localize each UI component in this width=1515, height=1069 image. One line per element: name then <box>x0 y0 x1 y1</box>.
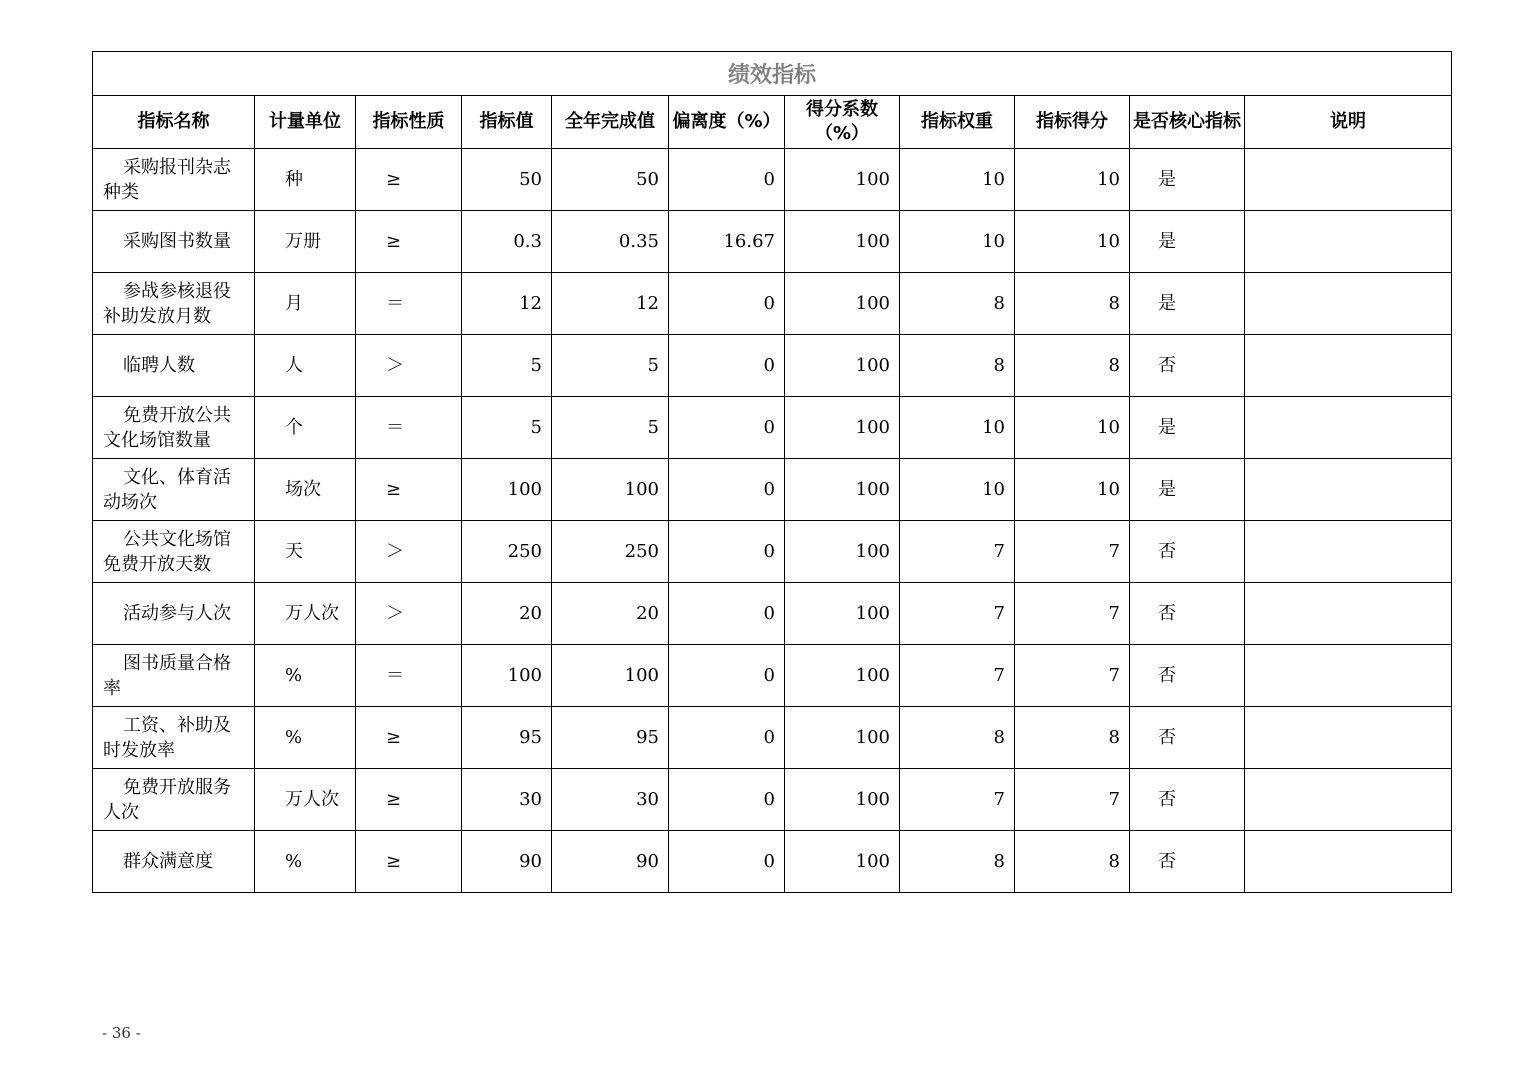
header-indicator-name: 指标名称 <box>93 96 255 149</box>
target-value-cell: 5 <box>462 397 552 459</box>
score-coefficient-cell: 100 <box>785 149 900 211</box>
note-cell <box>1245 645 1452 707</box>
actual-value-cell: 5 <box>552 397 669 459</box>
table-row <box>93 335 1452 397</box>
nature-cell: ≥ <box>356 211 462 273</box>
nature-cell: ≥ <box>356 459 462 521</box>
note-cell <box>1245 521 1452 583</box>
deviation-cell: 0 <box>669 521 785 583</box>
indicator-name-cell: 群众满意度 <box>93 831 255 893</box>
target-value-cell: 90 <box>462 831 552 893</box>
note-cell <box>1245 831 1452 893</box>
unit-cell: 天 <box>255 521 356 583</box>
deviation-cell: 0 <box>669 397 785 459</box>
is-core-cell: 否 <box>1130 335 1245 397</box>
header-is-core: 是否核心指标 <box>1130 96 1245 149</box>
nature-cell: ＝ <box>356 645 462 707</box>
unit-cell: % <box>255 645 356 707</box>
header-score-coefficient: 得分系数（%） <box>785 96 900 149</box>
actual-value-cell: 90 <box>552 831 669 893</box>
note-cell <box>1245 707 1452 769</box>
score-coefficient-cell: 100 <box>785 583 900 645</box>
deviation-cell: 0 <box>669 645 785 707</box>
is-core-cell: 否 <box>1130 583 1245 645</box>
score-coefficient-cell: 100 <box>785 831 900 893</box>
indicator-name-cell: 工资、补助及时发放率 <box>93 707 255 769</box>
deviation-cell: 0 <box>669 273 785 335</box>
note-cell <box>1245 769 1452 831</box>
target-value-cell: 250 <box>462 521 552 583</box>
target-value-cell: 50 <box>462 149 552 211</box>
actual-value-cell: 0.35 <box>552 211 669 273</box>
actual-value-cell: 50 <box>552 149 669 211</box>
indicator-name-cell: 参战参核退役补助发放月数 <box>93 273 255 335</box>
weight-cell: 10 <box>900 397 1015 459</box>
is-core-cell: 是 <box>1130 273 1245 335</box>
weight-cell: 7 <box>900 645 1015 707</box>
table-row <box>93 583 1452 645</box>
target-value-cell: 30 <box>462 769 552 831</box>
header-deviation: 偏离度（%） <box>669 96 785 149</box>
is-core-cell: 是 <box>1130 149 1245 211</box>
score-cell: 7 <box>1015 583 1130 645</box>
performance-indicators-table <box>92 51 1452 893</box>
score-coefficient-cell: 100 <box>785 521 900 583</box>
unit-cell: 人 <box>255 335 356 397</box>
weight-cell: 8 <box>900 273 1015 335</box>
is-core-cell: 是 <box>1130 211 1245 273</box>
deviation-cell: 0 <box>669 459 785 521</box>
indicator-name-cell: 免费开放公共文化场馆数量 <box>93 397 255 459</box>
unit-cell: % <box>255 707 356 769</box>
unit-cell: 万人次 <box>255 583 356 645</box>
indicator-name-cell: 活动参与人次 <box>93 583 255 645</box>
score-coefficient-cell: 100 <box>785 211 900 273</box>
deviation-cell: 0 <box>669 149 785 211</box>
indicator-name-cell: 采购报刊杂志种类 <box>93 149 255 211</box>
deviation-cell: 0 <box>669 769 785 831</box>
target-value-cell: 5 <box>462 335 552 397</box>
nature-cell: ＝ <box>356 273 462 335</box>
deviation-cell: 16.67 <box>669 211 785 273</box>
table-row <box>93 273 1452 335</box>
actual-value-cell: 100 <box>552 645 669 707</box>
nature-cell: ≥ <box>356 707 462 769</box>
score-cell: 8 <box>1015 273 1130 335</box>
nature-cell: ＞ <box>356 521 462 583</box>
score-coefficient-cell: 100 <box>785 273 900 335</box>
table-row <box>93 645 1452 707</box>
weight-cell: 10 <box>900 459 1015 521</box>
score-cell: 7 <box>1015 645 1130 707</box>
actual-value-cell: 30 <box>552 769 669 831</box>
indicator-name-cell: 免费开放服务人次 <box>93 769 255 831</box>
actual-value-cell: 250 <box>552 521 669 583</box>
header-note: 说明 <box>1245 96 1452 149</box>
indicator-name-cell: 图书质量合格率 <box>93 645 255 707</box>
note-cell <box>1245 211 1452 273</box>
nature-cell: ＝ <box>356 397 462 459</box>
nature-cell: ≥ <box>356 831 462 893</box>
actual-value-cell: 5 <box>552 335 669 397</box>
table-row <box>93 459 1452 521</box>
score-cell: 8 <box>1015 831 1130 893</box>
weight-cell: 7 <box>900 583 1015 645</box>
target-value-cell: 95 <box>462 707 552 769</box>
target-value-cell: 0.3 <box>462 211 552 273</box>
score-cell: 10 <box>1015 459 1130 521</box>
is-core-cell: 否 <box>1130 769 1245 831</box>
nature-cell: ＞ <box>356 335 462 397</box>
target-value-cell: 100 <box>462 459 552 521</box>
note-cell <box>1245 273 1452 335</box>
weight-cell: 7 <box>900 521 1015 583</box>
note-cell <box>1245 583 1452 645</box>
unit-cell: % <box>255 831 356 893</box>
unit-cell: 月 <box>255 273 356 335</box>
score-cell: 7 <box>1015 769 1130 831</box>
header-target: 指标值 <box>462 96 552 149</box>
note-cell <box>1245 335 1452 397</box>
indicator-name-cell: 文化、体育活动场次 <box>93 459 255 521</box>
note-cell <box>1245 397 1452 459</box>
table-row <box>93 769 1452 831</box>
indicator-name-cell: 临聘人数 <box>93 335 255 397</box>
score-coefficient-cell: 100 <box>785 707 900 769</box>
weight-cell: 8 <box>900 831 1015 893</box>
note-cell <box>1245 459 1452 521</box>
score-coefficient-cell: 100 <box>785 397 900 459</box>
table-body <box>93 149 1452 893</box>
weight-cell: 10 <box>900 149 1015 211</box>
nature-cell: ≥ <box>356 149 462 211</box>
score-coefficient-cell: 100 <box>785 645 900 707</box>
table-row <box>93 521 1452 583</box>
note-cell <box>1245 149 1452 211</box>
deviation-cell: 0 <box>669 583 785 645</box>
table-row <box>93 831 1452 893</box>
indicator-name-cell: 采购图书数量 <box>93 211 255 273</box>
header-row <box>93 96 1452 149</box>
unit-cell: 万册 <box>255 211 356 273</box>
table-title: 绩效指标 <box>93 52 1452 96</box>
is-core-cell: 否 <box>1130 831 1245 893</box>
header-score: 指标得分 <box>1015 96 1130 149</box>
is-core-cell: 是 <box>1130 397 1245 459</box>
is-core-cell: 否 <box>1130 707 1245 769</box>
deviation-cell: 0 <box>669 335 785 397</box>
is-core-cell: 否 <box>1130 521 1245 583</box>
deviation-cell: 0 <box>669 707 785 769</box>
score-cell: 7 <box>1015 521 1130 583</box>
nature-cell: ＞ <box>356 583 462 645</box>
target-value-cell: 20 <box>462 583 552 645</box>
score-cell: 10 <box>1015 211 1130 273</box>
header-nature: 指标性质 <box>356 96 462 149</box>
score-cell: 8 <box>1015 707 1130 769</box>
score-coefficient-cell: 100 <box>785 769 900 831</box>
unit-cell: 万人次 <box>255 769 356 831</box>
score-cell: 10 <box>1015 397 1130 459</box>
weight-cell: 10 <box>900 211 1015 273</box>
table-row <box>93 211 1452 273</box>
unit-cell: 种 <box>255 149 356 211</box>
deviation-cell: 0 <box>669 831 785 893</box>
weight-cell: 7 <box>900 769 1015 831</box>
table-row <box>93 707 1452 769</box>
actual-value-cell: 20 <box>552 583 669 645</box>
header-annual-actual: 全年完成值 <box>552 96 669 149</box>
table-row <box>93 149 1452 211</box>
unit-cell: 个 <box>255 397 356 459</box>
actual-value-cell: 12 <box>552 273 669 335</box>
weight-cell: 8 <box>900 707 1015 769</box>
page-number: - 36 - <box>102 1024 141 1042</box>
is-core-cell: 是 <box>1130 459 1245 521</box>
weight-cell: 8 <box>900 335 1015 397</box>
score-cell: 8 <box>1015 335 1130 397</box>
target-value-cell: 100 <box>462 645 552 707</box>
score-coefficient-cell: 100 <box>785 335 900 397</box>
header-unit: 计量单位 <box>255 96 356 149</box>
score-cell: 10 <box>1015 149 1130 211</box>
indicator-name-cell: 公共文化场馆免费开放天数 <box>93 521 255 583</box>
actual-value-cell: 100 <box>552 459 669 521</box>
is-core-cell: 否 <box>1130 645 1245 707</box>
actual-value-cell: 95 <box>552 707 669 769</box>
unit-cell: 场次 <box>255 459 356 521</box>
target-value-cell: 12 <box>462 273 552 335</box>
table-row <box>93 397 1452 459</box>
header-weight: 指标权重 <box>900 96 1015 149</box>
score-coefficient-cell: 100 <box>785 459 900 521</box>
nature-cell: ≥ <box>356 769 462 831</box>
